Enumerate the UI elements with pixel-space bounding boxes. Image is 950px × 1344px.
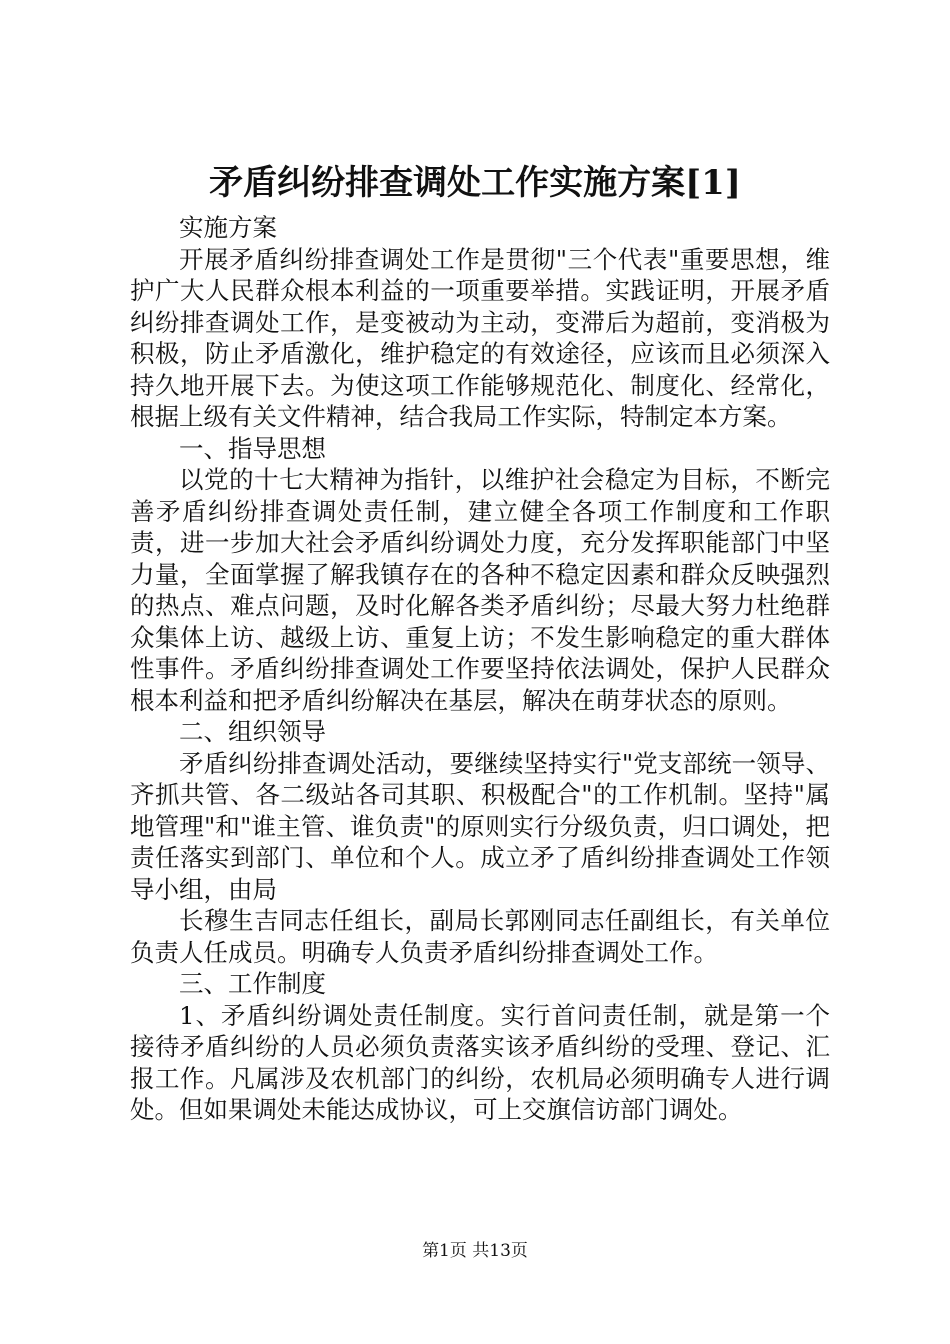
section-heading-organization: 二、组织领导 [179,717,326,746]
paragraph-organization: 矛盾纠纷排查调处活动，要继续坚持实行"党支部统一领导、齐抓共管、各二级站各司其职、积极配合"的工作机制。坚持"属地管理"和"谁主管、谁负责"的原则实行分级负责，归口调处，把责任落实到部门、单位和个人。成立矛了盾纠纷排查调处工作领导小组，由局 [130,748,830,904]
paragraph-responsibility-system: 1、矛盾纠纷调处责任制度。实行首问责任制，就是第一个接待矛盾纠纷的人员必须负责落实该矛盾纠纷的受理、登记、汇报工作。凡属涉及农机部门的纠纷，农机局必须明确专人进行调处。但如果调处未能达成协议，可上交旗信访部门调处。 [130,1000,830,1124]
document-body [130,212,830,1126]
section-heading-guiding-thought: 一、指导思想 [179,433,326,463]
section-label: 实施方案 [179,213,277,242]
paragraph-leadership-group: 长穆生吉同志任组长，副局长郭刚同志任副组长，有关单位负责人任成员。明确专人负责矛盾纠纷排查调处工作。 [130,906,830,967]
paragraph-intro: 开展矛盾纠纷排查调处工作是贯彻"三个代表"重要思想，维护广大人民群众根本利益的一项重要举措。实践证明，开展矛盾纠纷排查调处工作，是变被动为主动，变滞后为超前，变消极为积极，防止矛盾激化，维护稳定的有效途径，应该而且必须深入持久地开展下去。为使这项工作能够规范化、制度化、经常化，根据上级有关文件精神，结合我局工作实际，特制定本方案。 [130,244,830,431]
section-heading-work-system: 三、工作制度 [179,969,326,998]
document-title: 矛盾纠纷排查调处工作实施方案[1] [209,163,741,203]
page-footer: 第1页 共13页 [422,1241,528,1261]
paragraph-guiding-thought: 以党的十七大精神为指针，以维护社会稳定为目标，不断完善矛盾纠纷排查调处责任制，建立健全各项工作制度和工作职责，进一步加大社会矛盾纠纷调处力度，充分发挥职能部门中坚力量，全面掌握了解我镇存在的各种不稳定因素和群众反映强烈的热点、难点问题，及时化解各类矛盾纠纷；尽最大努力杜绝群众集体上访、越级上访、重复上访；不发生影响稳定的重大群体性事件。矛盾纠纷排查调处工作要坚持依法调处，保护人民群众根本利益和把矛盾纠纷解决在基层，解决在萌芽状态的原则。 [130,465,830,715]
